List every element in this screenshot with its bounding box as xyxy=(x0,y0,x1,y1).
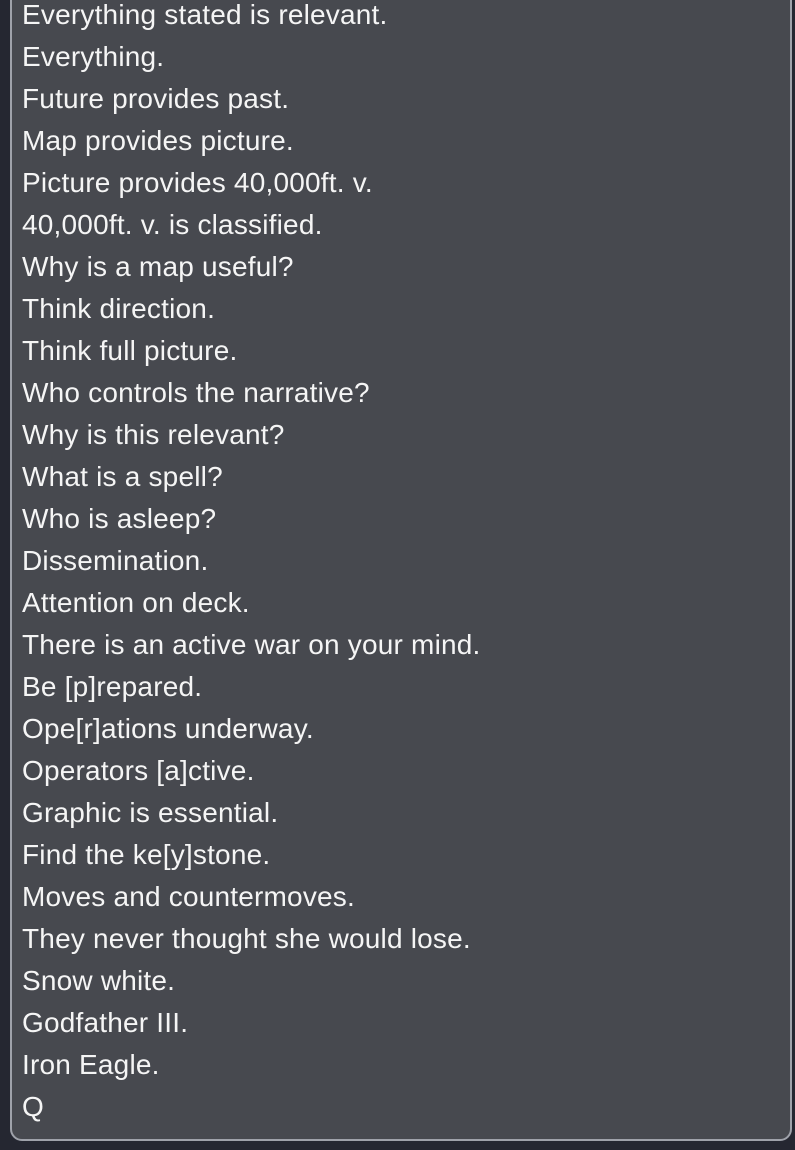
post-line: Graphic is essential. xyxy=(22,797,279,828)
post-line: Who controls the narrative? xyxy=(22,377,370,408)
post-panel[interactable] xyxy=(10,0,792,1141)
post-line: Everything. xyxy=(22,41,165,72)
post-line: Dissemination. xyxy=(22,545,209,576)
post-line: Think full picture. xyxy=(22,335,238,366)
post-line: Find the ke[y]stone. xyxy=(22,839,271,870)
post-line: Future provides past. xyxy=(22,83,290,114)
post-line: Operators [a]ctive. xyxy=(22,755,255,786)
post-line: Be [p]repared. xyxy=(22,671,203,702)
post-line: Everything stated is relevant. xyxy=(22,0,388,30)
post-line: 40,000ft. v. is classified. xyxy=(22,209,323,240)
post-line: Think direction. xyxy=(22,293,216,324)
post-line: Iron Eagle. xyxy=(22,1049,160,1080)
post-line: Q xyxy=(22,1091,44,1122)
post-line: Map provides picture. xyxy=(22,125,294,156)
post-line: Godfather III. xyxy=(22,1007,189,1038)
post-line: Who is asleep? xyxy=(22,503,217,534)
post-line: Why is this relevant? xyxy=(22,419,285,450)
post-line: What is a spell? xyxy=(22,461,223,492)
post-line: Snow white. xyxy=(22,965,176,996)
post-line: Picture provides 40,000ft. v. xyxy=(22,167,373,198)
post-line: Ope[r]ations underway. xyxy=(22,713,314,744)
post-line: Moves and countermoves. xyxy=(22,881,355,912)
post-line: There is an active war on your mind. xyxy=(22,629,481,660)
post-line: Why is a map useful? xyxy=(22,251,294,282)
post-line: They never thought she would lose. xyxy=(22,923,471,954)
post-line: Attention on deck. xyxy=(22,587,250,618)
post-body xyxy=(12,0,790,1128)
